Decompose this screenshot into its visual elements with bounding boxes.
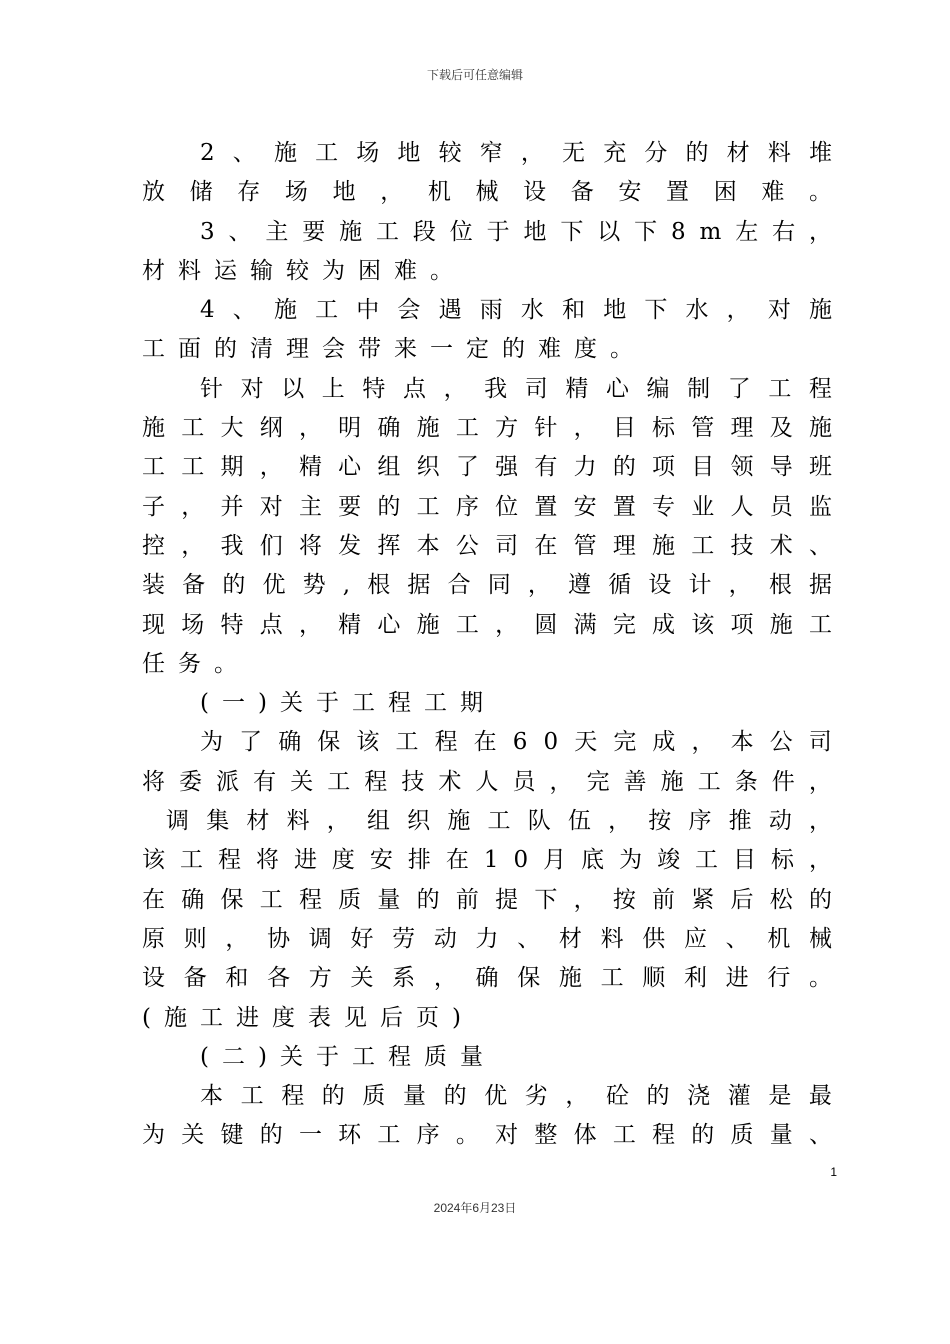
text-line: ( 一 ) 关 于 工 程 工 期 xyxy=(200,690,483,717)
text-line: 针 对 以 上 特 点 ， 我 司 精 心 编 制 了 工 程 xyxy=(200,375,832,402)
text-line: ( 施 工 进 度 表 见 后 页 ) xyxy=(142,1004,461,1031)
text-line: 4 、 施 工 中 会 遇 雨 水 和 地 下 水 ， 对 施 xyxy=(200,297,832,324)
text-line: 2 、 施 工 场 地 较 窄 ， 无 充 分 的 材 料 堆 xyxy=(200,140,832,166)
text-line: 控 ， 我 们 将 发 挥 本 公 司 在 管 理 施 工 技 术 、 xyxy=(142,532,832,559)
page-number: 1 xyxy=(830,1165,837,1179)
text-line: 装 备 的 优 势 , 根 据 合 同 ， 遵 循 设 计 ， 根 据 xyxy=(142,572,832,599)
text-line: 为 关 键 的 一 环 工 序 。 对 整 体 工 程 的 质 量 、 xyxy=(142,1122,832,1149)
text-line: 原 则 ， 协 调 好 劳 动 力 、 材 料 供 应 、 机 械 xyxy=(142,925,832,952)
text-line: ( 二 ) 关 于 工 程 质 量 xyxy=(200,1043,483,1070)
text-line: 子 ， 并 对 主 要 的 工 序 位 置 安 置 专 业 人 员 监 xyxy=(142,493,832,520)
text-line: 调 集 材 料 ， 组 织 施 工 队 伍 ， 按 序 推 动 ， xyxy=(166,808,832,835)
text-line: 在 确 保 工 程 质 量 的 前 提 下 ， 按 前 紧 后 松 的 xyxy=(142,886,832,913)
text-line: 材 料 运 输 较 为 困 难 。 xyxy=(142,257,453,284)
text-line: 将 委 派 有 关 工 程 技 术 人 员 ， 完 善 施 工 条 件 ， xyxy=(142,768,832,795)
text-line: 该 工 程 将 进 度 安 排 在 1 0 月 底 为 竣 工 目 标 ， xyxy=(142,847,832,874)
text-line: 任 务 。 xyxy=(142,650,237,677)
text-line: 为 了 确 保 该 工 程 在 6 0 天 完 成 ， 本 公 司 xyxy=(200,729,832,756)
text-line: 放 储 存 场 地 ， 机 械 设 备 安 置 困 难 。 xyxy=(142,179,832,206)
text-line: 工 工 期 ， 精 心 组 织 了 强 有 力 的 项 目 领 导 班 xyxy=(142,454,832,481)
text-line: 施 工 大 纲 ， 明 确 施 工 方 针 ， 目 标 管 理 及 施 xyxy=(142,415,832,442)
text-line: 本 工 程 的 质 量 的 优 劣 ， 砼 的 浇 灌 是 最 xyxy=(200,1083,832,1110)
text-line: 现 场 特 点 ， 精 心 施 工 ， 圆 满 完 成 该 项 施 工 xyxy=(142,611,832,638)
page-footer-date: 2024年6月23日 xyxy=(433,1201,517,1215)
text-line: 3 、 主 要 施 工 段 位 于 地 下 以 下 8 m 左 右 ， xyxy=(200,218,832,245)
text-line: 设 备 和 各 方 关 系 ， 确 保 施 工 顺 利 进 行 。 xyxy=(142,965,832,992)
page-header: 下载后可任意编辑 xyxy=(426,68,523,82)
document-body xyxy=(142,134,832,1156)
text-line: 工 面 的 清 理 会 带 来 一 定 的 难 度 。 xyxy=(142,336,633,363)
